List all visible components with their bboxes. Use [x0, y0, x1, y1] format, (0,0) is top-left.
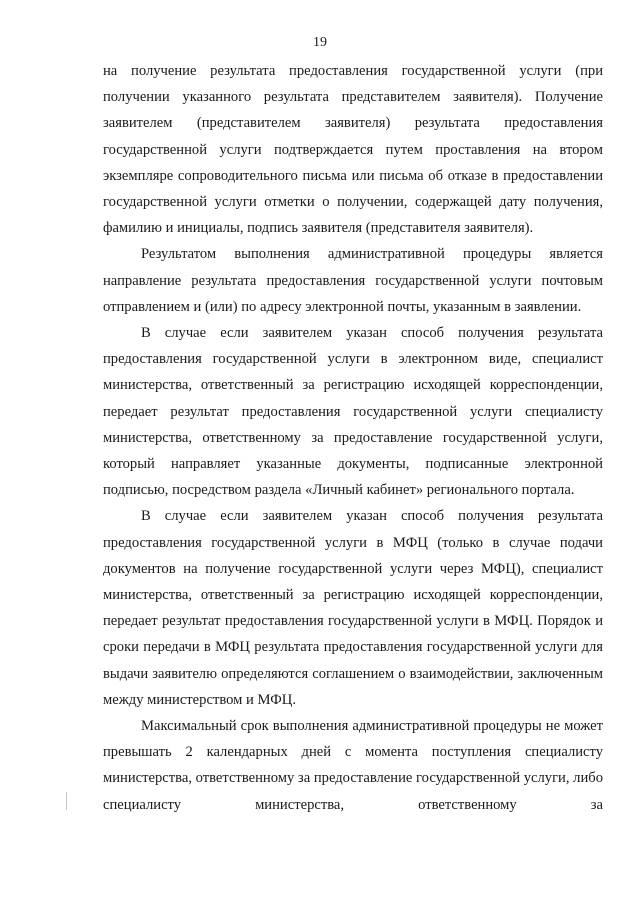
paragraph-procedure-result: Результатом выполнения административной процедуры является направление результата предоставления государственной услуги почтовым отправлением и (или) по адресу электронной почты, указанным в заявлении. [103, 246, 603, 315]
paragraph-receipt-confirmation: на получение результата предоставления государственной услуги (при получении указанного результата представителем заявителя). Получение заявителем (представителем заявителя) результата предоставления государственной услуги подтверждается путем проставления на втором экземпляре сопроводительного письма или письма об отказе в предоставлении государственной услуги отметки о получении, содержащей дату получения, фамилию и инициалы, подпись заявителя (представителя заявителя). [103, 63, 603, 237]
paragraph-mfc-delivery: В случае если заявителем указан способ получения результата предоставления государственной услуги в МФЦ (только в случае подачи документов на получение государственной услуги через МФЦ), специалист министерства, ответственный за регистрацию исходящей корреспонденции, передает результат предоставления государственной услуги в МФЦ. Порядок и сроки передачи в МФЦ результата предоставления государственной услуги для выдачи заявителю определяются соглашением о взаимодействии, заключенным между министерством и МФЦ. [103, 508, 603, 708]
page-number: 19 [313, 35, 327, 50]
document-body [103, 58, 603, 818]
paragraph-max-duration: Максимальный срок выполнения административной процедуры не может превышать 2 календарных дней с момента поступления специалисту министерства, ответственному за предоставление государственной услуги, либо специалисту министерства, ответственному за [103, 718, 603, 813]
paragraph-electronic-delivery: В случае если заявителем указан способ получения результата предоставления государственной услуги в электронном виде, специалист министерства, ответственный за регистрацию исходящей корреспонденции, передает результат предоставления государственной услуги специалисту министерства, ответственному за предоставление государственной услуги, который направляет указанные документы, подписанные электронной подписью, посредством раздела «Личный кабинет» регионального портала. [103, 325, 603, 499]
scan-margin-mark [66, 792, 67, 810]
